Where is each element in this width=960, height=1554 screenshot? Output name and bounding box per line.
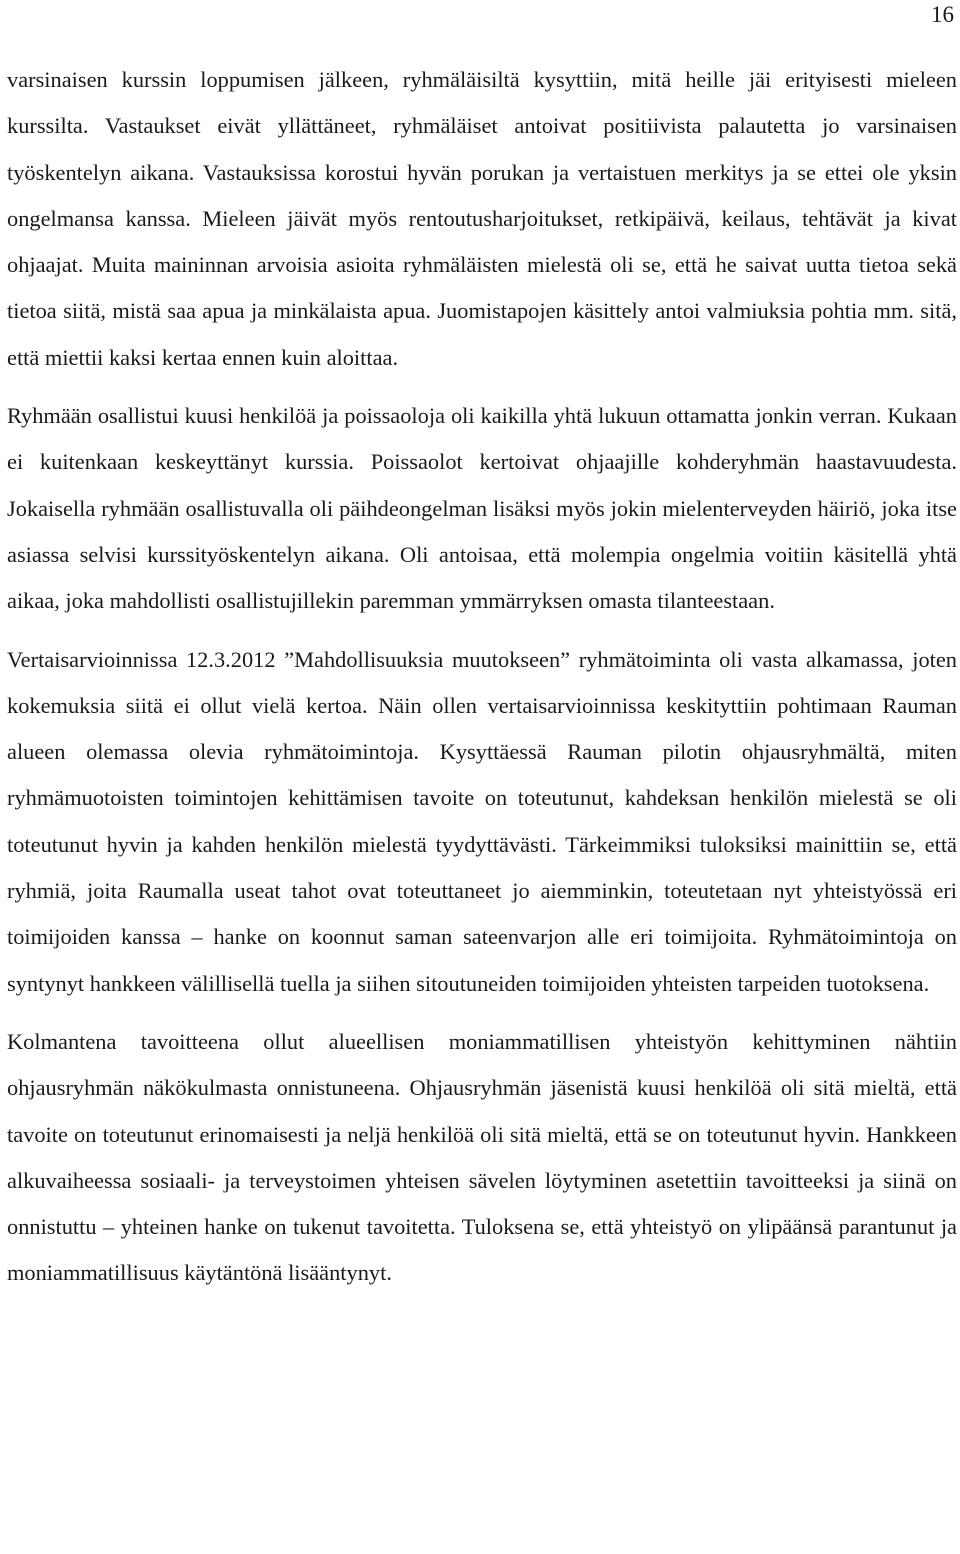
paragraph-multiprofessional-cooperation: Kolmantena tavoitteena ollut alueellisen moniammatillisen yhteistyön kehittyminen nähtiin ohjausryhmän näkökulmasta onnistuneena. Ohjausryhmän jäsenistä kuusi henkilöä oli sitä mieltä, että tavoite on toteutunut erinomaisesti ja neljä henkilöä oli sitä mieltä, että se on toteutunut hyvin. Hankkeen alkuvaiheessa sosiaali- ja terveystoimen yhteisen sävelen löytyminen asetettiin tavoitteeksi ja siinä on onnistuttu – yhteinen hanke on tukenut tavoitetta. Tuloksena se, että yhteistyö on ylipäänsä parantunut ja moniammatillisuus käytäntönä lisääntynyt. <box>7 1028 957 1286</box>
paragraph-peer-evaluation: Vertaisarvioinnissa 12.3.2012 ”Mahdollisuuksia muutokseen” ryhmätoiminta oli vasta alkamassa, joten kokemuksia siitä ei ollut vielä kertoa. Näin ollen vertaisarvioinnissa keskityttiin pohtimaan Rauman alueen olemassa olevia ryhmätoimintoja. Kysyttäessä Rauman pilotin ohjausryhmältä, miten ryhmämuotoisten toimintojen kehittämisen tavoite on toteutunut, kahdeksan henkilön mielestä se oli toteutunut hyvin ja kahden henkilön mielestä tyydyttävästi. Tärkeimmiksi tuloksiksi mainittiin se, että ryhmiä, joita Raumalla useat tahot ovat toteuttaneet jo aiemminkin, toteutetaan nyt yhteistyössä eri toimijoiden kanssa – hanke on koonnut saman sateenvarjon alle eri toimijoita. Ryhmätoimintoja on syntynyt hankkeen välillisellä tuella ja siihen sitoutuneiden toimijoiden yhteisten tarpeiden tuotoksena. <box>7 646 957 996</box>
paragraph-participation: Ryhmään osallistui kuusi henkilöä ja poissaoloja oli kaikilla yhtä lukuun ottamatta jonkin verran. Kukaan ei kuitenkaan keskeyttänyt kurssia. Poissaolot kertoivat ohjaajille kohderyhmän haastavuudesta. Jokaisella ryhmään osallistuvalla oli päihdeongelman lisäksi myös jokin mielenterveyden häiriö, joka itse asiassa selvisi kurssityöskentelyn aikana. Oli antoisaa, että molempia ongelmia voitiin käsitellä yhtä aikaa, joka mahdollisti osallistujillekin paremman ymmärryksen omasta tilanteestaan. <box>7 403 957 614</box>
paragraph-course-feedback: varsinaisen kurssin loppumisen jälkeen, ryhmäläisiltä kysyttiin, mitä heille jäi erityisesti mieleen kurssilta. Vastaukset eivät yllättäneet, ryhmäläiset antoivat positiivista palautetta jo varsinaisen työskentelyn aikana. Vastauksissa korostui hyvän porukan ja vertaistuen merkitys ja se ettei ole yksin ongelmansa kanssa. Mieleen jäivät myös rentoutusharjoitukset, retkipäivä, keilaus, tehtävät ja kivat ohjaajat. Muita maininnan arvoisia asioita ryhmäläisten mielestä oli se, että he saivat uutta tietoa sekä tietoa siitä, mistä saa apua ja minkälaista apua. Juomistapojen käsittely antoi valmiuksia pohtia mm. sitä, että miettii kaksi kertaa ennen kuin aloittaa. <box>7 67 957 370</box>
body-text <box>7 57 957 1297</box>
page-number: 16 <box>931 2 954 27</box>
